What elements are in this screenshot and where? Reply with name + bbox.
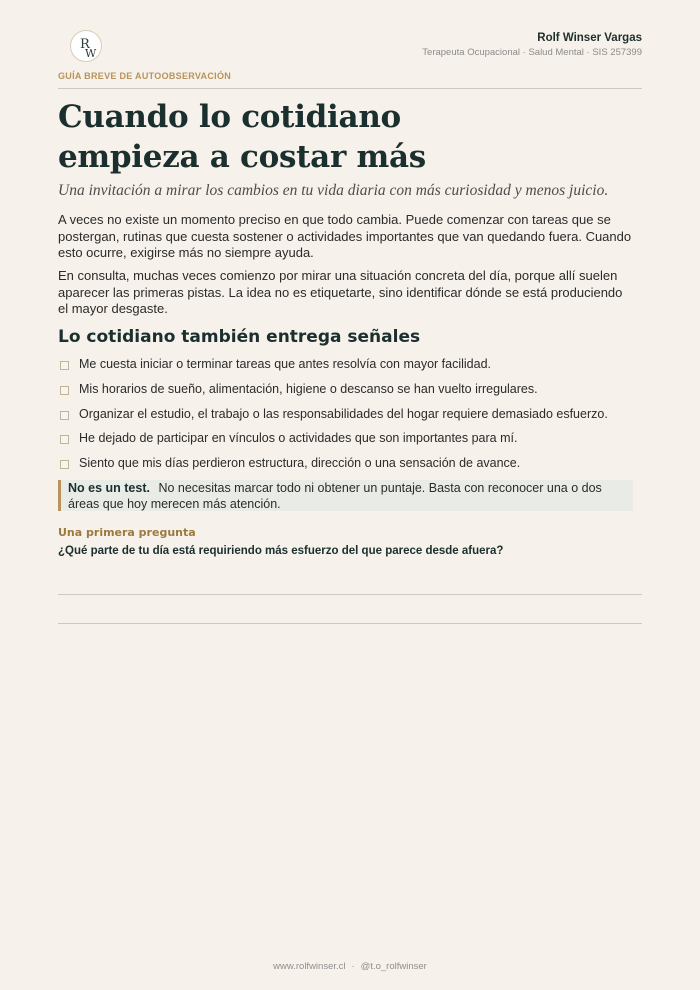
checklist-item: [58, 429, 642, 454]
svg-text:R: R: [80, 37, 90, 52]
checklist-item-text: He dejado de participar en vínculos o actividades que son importantes para mí.: [79, 431, 518, 446]
question-text: ¿Qué parte de tu día está requiriendo más esfuerzo del que parece desde afuera?: [58, 545, 504, 557]
header: [58, 28, 642, 88]
header-divider: [58, 88, 642, 89]
title-line-2: empieza a costar más: [58, 139, 426, 175]
footer-separator: ·: [351, 961, 355, 972]
monogram-logo-icon: [71, 31, 103, 63]
footer-handle-link[interactable]: @t.o_rolfwinser: [360, 961, 427, 972]
callout-note-text: No necesitas marcar todo ni obtener un puntaje. Basta con reconocer una o dos áreas que hoy merecen más atención.: [68, 481, 602, 511]
checkbox[interactable]: [60, 386, 69, 395]
page-subtitle: Una invitación a mirar los cambios en tu vida diaria con más curiosidad y menos juicio.: [58, 182, 609, 199]
monogram-logo: [70, 30, 102, 62]
checklist-item-text: Me cuesta iniciar o terminar tareas que antes resolvía con mayor facilidad.: [79, 357, 491, 371]
answer-line-2[interactable]: [58, 623, 642, 624]
page-title: [58, 97, 642, 177]
title-line-1: Cuando lo cotidiano: [58, 99, 401, 135]
checklist-item-text: Organizar el estudio, el trabajo o las responsabilidades del hogar requiere demasiado esfuerzo.: [79, 406, 608, 421]
checklist-item: [58, 405, 642, 430]
callout-note: [58, 480, 633, 511]
svg-text:W: W: [85, 47, 97, 60]
checklist-item: [58, 355, 642, 380]
checklist: [58, 355, 642, 479]
answer-line-1[interactable]: [58, 594, 642, 595]
author-name: Rolf Winser Vargas: [537, 32, 642, 44]
author-block: [422, 32, 642, 58]
section-heading: Lo cotidiano también entrega señales: [58, 327, 421, 347]
intro-paragraph-2: En consulta, muchas veces comienzo por mirar una situación concreta del día, porque allí suelen aparecer las primeras pistas. La idea no es etiquetarte, sino identificar dónde se está produciendo el mayor desgaste.: [58, 268, 623, 316]
author-role: Terapeuta Ocupacional · Salud Mental · SIS 257399: [422, 47, 642, 58]
checkbox[interactable]: [60, 411, 69, 420]
footer-website-link[interactable]: www.rolfwinser.cl: [273, 961, 346, 972]
checklist-item: [58, 454, 642, 479]
checkbox[interactable]: [60, 460, 69, 469]
callout-note-title: No es un test.: [68, 481, 150, 495]
kicker-label: GUÍA BREVE DE AUTOOBSERVACIÓN: [58, 71, 232, 81]
checklist-item: [58, 380, 642, 405]
document-page: [58, 0, 642, 990]
question-label: Una primera pregunta: [58, 526, 196, 539]
intro-paragraph-1: A veces no existe un momento preciso en que todo cambia. Puede comenzar con tareas que se postergan, rutinas que cuesta sostener o actividades importantes que van quedando fuera. Cuando esto ocurre, exigirse más no siempre ayuda.: [58, 212, 632, 260]
footer: [58, 961, 642, 972]
checkbox[interactable]: [60, 435, 69, 444]
checklist-item-text: Mis horarios de sueño, alimentación, higiene o descanso se han vuelto irregulares.: [79, 381, 538, 396]
checklist-item-text: Siento que mis días perdieron estructura, dirección o una sensación de avance.: [79, 456, 521, 470]
checkbox[interactable]: [60, 361, 69, 370]
